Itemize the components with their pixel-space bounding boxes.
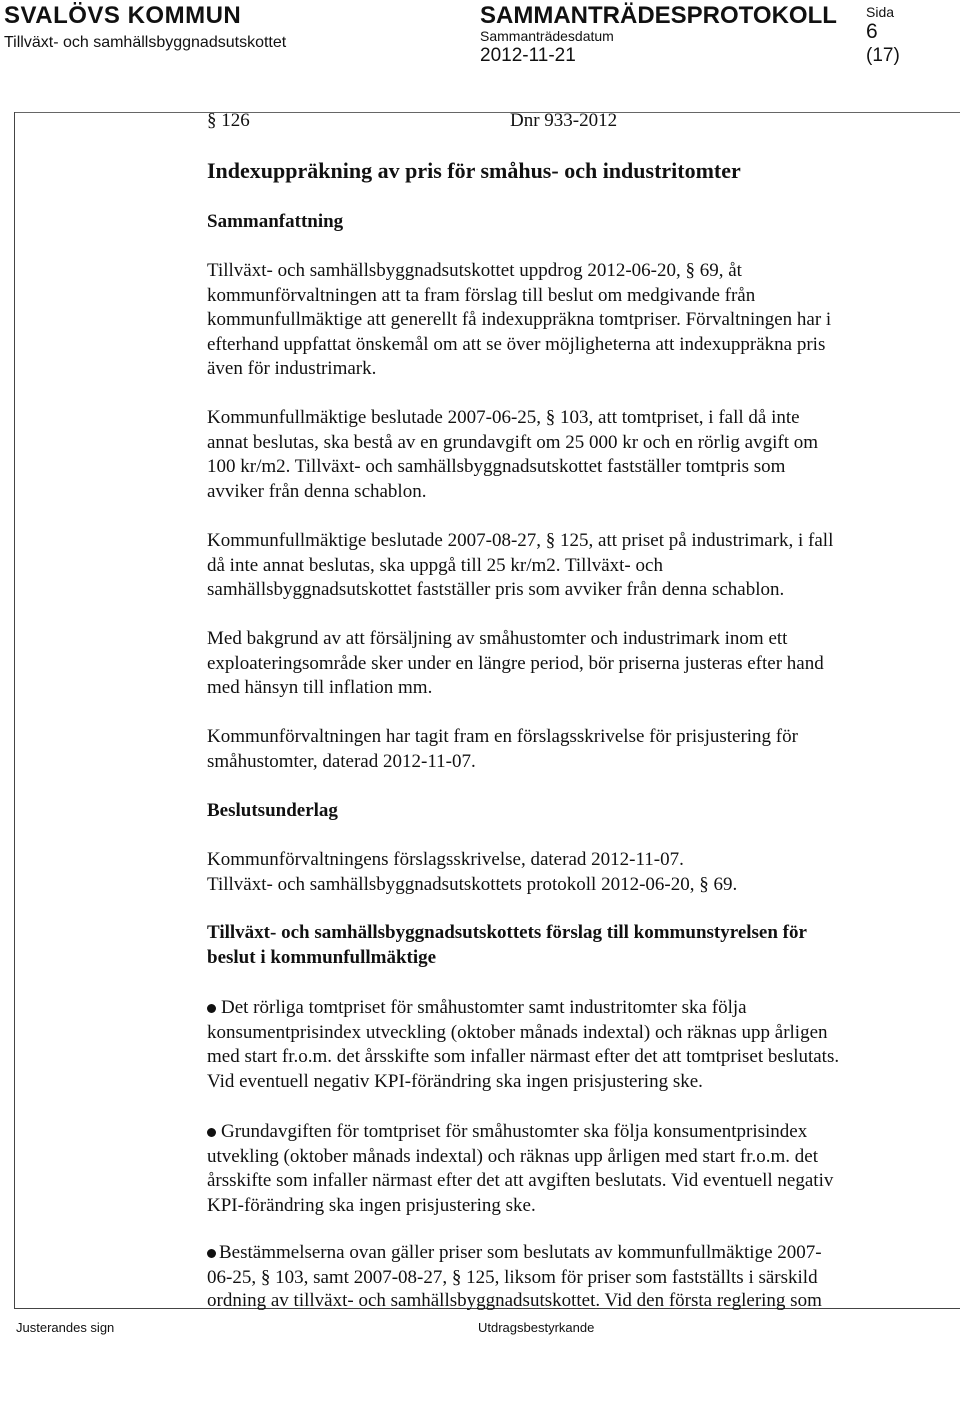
text-line: 06-25, § 103, samt 2007-08-27, § 125, liksom för priser som fastställts i särskild xyxy=(207,1266,818,1288)
document-title: Indexuppräkning av pris för småhus- och industritomter xyxy=(207,158,741,183)
summary-heading: Sammanfattning xyxy=(207,211,344,232)
text-line: småhustomter, daterad 2012-11-07. xyxy=(207,750,476,772)
text-line: Bestämmelserna ovan gäller priser som beslutats av kommunfullmäktige 2007- xyxy=(219,1242,822,1263)
footer-extract-label: Utdragsbestyrkande xyxy=(478,1320,595,1335)
basis-heading: Beslutsunderlag xyxy=(207,800,338,821)
text-line: annat beslutas, ska bestå av en grundavgift om 25 000 kr och en rörlig avgift om xyxy=(207,431,819,453)
text-line: utvekling (oktober månads indextal) och räknas upp årligen med start fr.o.m. det xyxy=(207,1145,818,1167)
basis-item: Kommunförvaltningens förslagsskrivelse, daterad 2012-11-07. xyxy=(207,849,684,870)
page-number: 6 xyxy=(866,20,878,43)
text-line: kommunförvaltningen att ta fram förslag till beslut om medgivande från xyxy=(207,284,756,306)
text-line: årsskifte som infaller närmast efter det att avgiften beslutats. Vid eventuell negativ xyxy=(207,1170,834,1191)
proposal-heading-line: Tillväxt- och samhällsbyggnadsutskottets förslag till kommunstyrelsen för xyxy=(207,922,807,943)
text-line: ordning av tillväxt- och samhällsbyggnadsutskottet. Vid den första reglering som xyxy=(207,1290,822,1311)
frame-top-rule xyxy=(14,112,960,113)
bullet-icon xyxy=(207,1004,216,1013)
text-line: avviker från denna schablon. xyxy=(207,480,427,502)
text-line: Det rörliga tomtpriset för småhustomter samt industritomter ska följa xyxy=(221,997,747,1018)
text-line: Tillväxt- och samhällsbyggnadsutskottet uppdrog 2012-06-20, § 69, åt xyxy=(207,260,742,281)
footer-sign-label: Justerandes sign xyxy=(16,1320,115,1335)
text-line: Grundavgiften för tomtpriset för småhustomter ska följa konsumentprisindex xyxy=(221,1121,808,1142)
page-total: (17) xyxy=(866,45,900,66)
bullet-icon xyxy=(207,1249,216,1258)
meeting-date-label: Sammanträdesdatum xyxy=(480,28,614,44)
text-line: exploateringsområde sker under en längre period, bör priserna justeras efter hand xyxy=(207,652,824,674)
organization-name: SVALÖVS KOMMUN xyxy=(4,2,242,29)
text-line: Med bakgrund av att försäljning av småhustomter och industrimark inom ett xyxy=(207,628,788,649)
proposal-heading-line: beslut i kommunfullmäktige xyxy=(207,946,437,968)
meeting-date: 2012-11-21 xyxy=(480,45,576,66)
basis-item: Tillväxt- och samhällsbyggnadsutskottets protokoll 2012-06-20, § 69. xyxy=(207,873,738,895)
document-type: SAMMANTRÄDESPROTOKOLL xyxy=(480,2,837,29)
page-label: Sida xyxy=(866,4,895,20)
text-line: efterhand uppfattat önskemål om att se över möjligheterna att indexuppräkna pris xyxy=(207,333,826,355)
text-line: Kommunfullmäktige beslutade 2007-06-25, § 103, att tomtpriset, i fall då inte xyxy=(207,407,800,428)
text-line: KPI-förändring ska ingen prisjustering ske. xyxy=(207,1194,536,1216)
text-line: samhällsbyggnadsutskottet fastställer pris som avviker från denna schablon. xyxy=(207,579,785,600)
case-reference: Dnr 933-2012 xyxy=(510,110,618,131)
committee-name: Tillväxt- och samhällsbyggnadsutskottet xyxy=(4,34,287,51)
text-line: 100 kr/m2. Tillväxt- och samhällsbyggnadsutskottet fastställer tomtpris som xyxy=(207,456,786,477)
text-line: med hänsyn till inflation mm. xyxy=(207,677,433,698)
section-number: § 126 xyxy=(207,110,250,131)
text-line: med start fr.o.m. det årsskifte som infaller närmast efter det att tomtpriset beslutats. xyxy=(207,1046,840,1067)
bullet-icon xyxy=(207,1128,216,1137)
text-line: då inte annat beslutas, ska uppgå till 25 kr/m2. Tillväxt- och xyxy=(207,554,663,576)
text-line: konsumentprisindex utveckling (oktober månads indextal) och räknas upp årligen xyxy=(207,1021,828,1043)
frame-left-rule xyxy=(14,112,15,1308)
text-line: kommunfullmäktige att generellt få indexuppräkna tomtpriser. Förvaltningen har i xyxy=(207,309,832,330)
text-line: Kommunfullmäktige beslutade 2007-08-27, § 125, att priset på industrimark, i fall xyxy=(207,530,834,551)
text-line: även för industrimark. xyxy=(207,358,377,379)
text-line: Vid eventuell negativ KPI-förändring ska ingen prisjustering ske. xyxy=(207,1070,703,1092)
text-line: Kommunförvaltningen har tagit fram en förslagsskrivelse för prisjustering för xyxy=(207,726,798,747)
